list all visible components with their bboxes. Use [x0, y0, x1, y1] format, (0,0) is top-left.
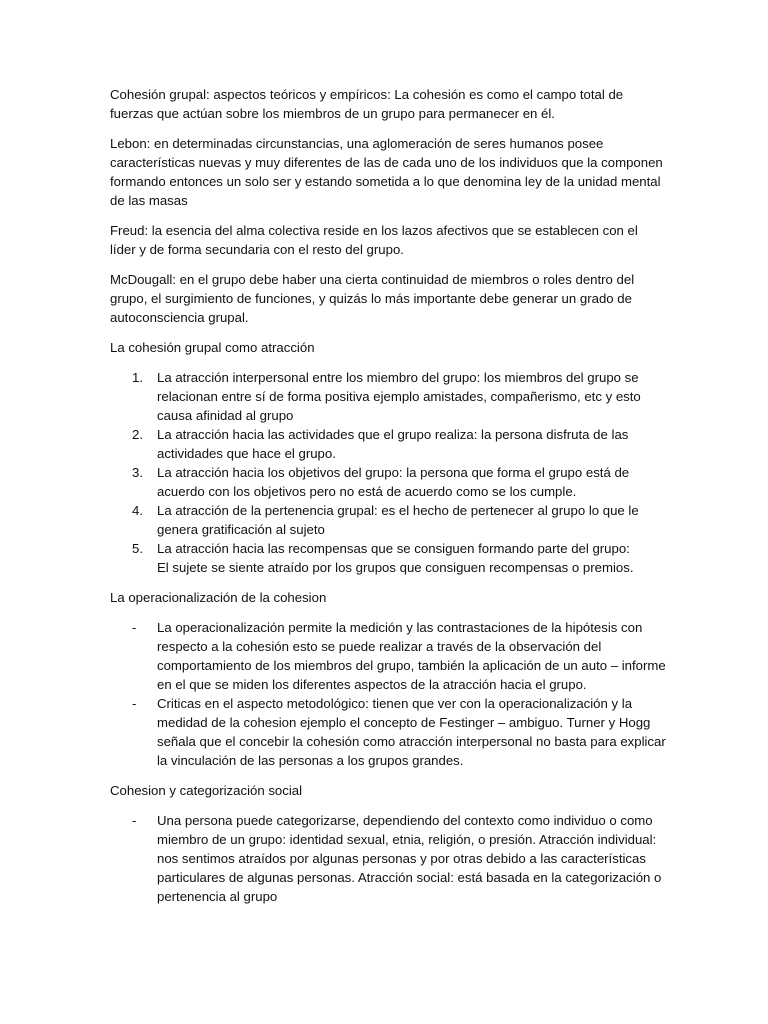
- list-item: [110, 463, 666, 501]
- dash-list-operacionalizacion: [110, 618, 666, 770]
- list-item-text: La atracción de la pertenencia grupal: es el hecho de pertenecer al grupo lo que le genera gratificación al sujeto: [157, 503, 639, 537]
- list-marker: -: [132, 813, 137, 828]
- section-heading-operacionalizacion: La operacionalización de la cohesion: [110, 590, 327, 605]
- dash-list-categorizacion: [110, 811, 666, 906]
- list-marker: 2.: [132, 427, 143, 442]
- list-item-text: La atracción hacia los objetivos del grupo: la persona que forma el grupo está de acuerdo con los objetivos pero no está de acuerdo como se los cumple.: [157, 465, 630, 499]
- list-item: [110, 618, 666, 694]
- paragraph-lebon: Lebon: en determinadas circunstancias, una aglomeración de seres humanos posee características nuevas y muy diferentes de las de cada uno de los individuos que la componen formando entonces un solo ser y estando sometida a lo que denomina ley de la unidad mental de las masas: [110, 136, 663, 208]
- list-item: [110, 425, 666, 463]
- list-marker: 5.: [132, 541, 143, 556]
- list-item: [110, 501, 666, 539]
- section-heading-categorizacion: Cohesion y categorización social: [110, 783, 303, 798]
- list-item: [110, 811, 666, 906]
- list-marker: -: [132, 620, 137, 635]
- list-item-text: Una persona puede categorizarse, dependiendo del contexto como individuo o como miembro de un grupo: identidad sexual, etnia, religión, o presión. Atracción individual: nos sentimos atraídos por algunas personas y por otras debido a las características particulares de algunas personas. Atracción social: está basada en la categorización o pertenencia al grupo: [157, 813, 662, 904]
- paragraph-mcdougall: McDougall: en el grupo debe haber una cierta continuidad de miembros o roles dentro del grupo, el surgimiento de funciones, y quizás lo más importante debe generar un grado de autoconsciencia grupal.: [110, 272, 635, 325]
- list-item: [110, 539, 666, 577]
- list-item: [110, 694, 666, 770]
- list-item-text: La atracción interpersonal entre los miembro del grupo: los miembros del grupo se relacionan entre sí de forma positiva ejemplo amistades, compañerismo, etc y esto causa afinidad al grupo: [157, 370, 641, 423]
- list-item-text: La atracción hacia las recompensas que se consiguen formando parte del grupo:: [157, 541, 630, 556]
- paragraph-cohesion-definition: Cohesión grupal: aspectos teóricos y empíricos: La cohesión es como el campo total de fuerzas que actúan sobre los miembros de un grupo para permanecer en él.: [110, 87, 624, 121]
- section-heading-atraccion: La cohesión grupal como atracción: [110, 340, 315, 355]
- list-item-text: La atracción hacia las actividades que el grupo realiza: la persona disfruta de las actividades que hace el grupo.: [157, 427, 629, 461]
- document-body: [110, 85, 666, 917]
- numbered-list-atraccion: [110, 368, 666, 577]
- list-item: [110, 368, 666, 425]
- list-marker: 4.: [132, 503, 143, 518]
- list-marker: -: [132, 696, 137, 711]
- list-marker: 3.: [132, 465, 143, 480]
- list-marker: 1.: [132, 370, 143, 385]
- list-item-text: La operacionalización permite la medición y las contrastaciones de la hipótesis con respecto a la cohesión esto se puede realizar a través de la observación del comportamiento de los miembros del grupo, también la aplicación de un auto – informe en el que se miden los diferentes aspectos de la atracción hacia el grupo.: [157, 620, 666, 692]
- paragraph-freud: Freud: la esencia del alma colectiva reside en los lazos afectivos que se establecen con el líder y de forma secundaria con el resto del grupo.: [110, 223, 638, 257]
- list-item-text: Criticas en el aspecto metodológico: tienen que ver con la operacionalización y la medidad de la cohesion ejemplo el concepto de Festinger – ambiguo. Turner y Hogg señala que el concebir la cohesión como atracción interpersonal no basta para explicar la vinculación de las personas a los grupos grandes.: [157, 696, 666, 768]
- list-item-text-continued: El sujete se siente atraído por los grupos que consiguen recompensas o premios.: [157, 560, 634, 575]
